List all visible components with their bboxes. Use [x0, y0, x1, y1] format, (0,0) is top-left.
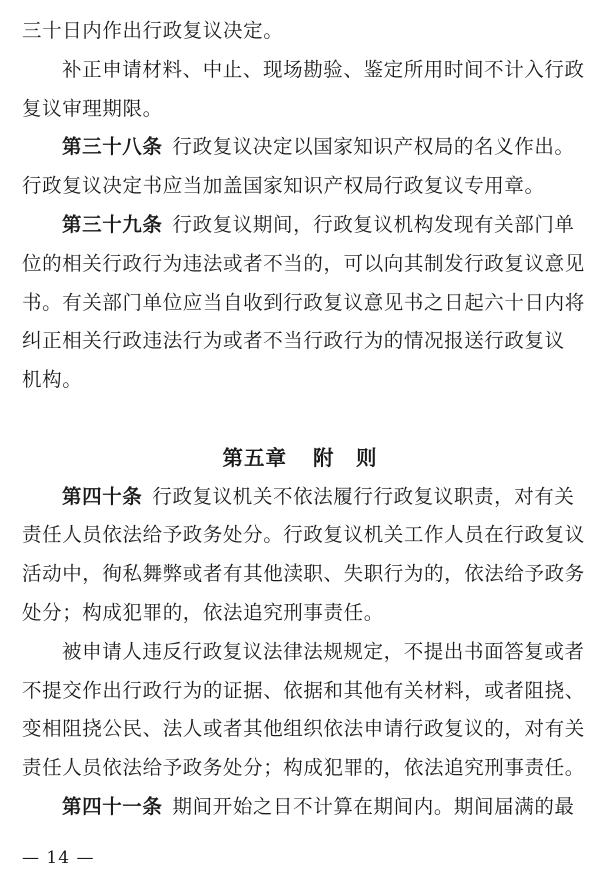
- article-38-heading: 第三十八条: [62, 135, 163, 159]
- page-number: — 14 —: [22, 848, 95, 868]
- chapter-number: 第五章: [222, 445, 287, 470]
- paragraph-line: 复议审理期限。: [22, 96, 163, 120]
- paragraph-line: 纠正相关行政违法行为或者不当行政行为的情况报送行政复议: [22, 329, 565, 353]
- paragraph-line: 变相阻挠公民、法人或者其他组织依法申请行政复议的，对有关: [22, 717, 585, 741]
- article-39-line: [22, 206, 578, 245]
- article-40-heading: 第四十条: [62, 484, 143, 508]
- paragraph-line: 责任人员依法给予政务处分。行政复议机关工作人员在行政复议: [22, 523, 585, 547]
- paragraph-line: 不提交作出行政行为的证据、依据和其他有关材料，或者阻挠、: [22, 678, 585, 702]
- article-40-line: [22, 478, 578, 517]
- document-page: [22, 12, 585, 827]
- article-41-text: 期间开始之日不计算在期间内。期间届满的最: [172, 794, 575, 818]
- article-41-line: [22, 788, 578, 827]
- paragraph-line: 机构。: [22, 368, 83, 392]
- article-41-heading: 第四十一条: [62, 794, 163, 818]
- paragraph-line: 书。有关部门单位应当自收到行政复议意见书之日起六十日内将: [22, 290, 585, 314]
- paragraph-line: 活动中，徇私舞弊或者有其他渎职、失职行为的，依法给予政务: [22, 562, 585, 586]
- article-39-heading: 第三十九条: [62, 212, 163, 236]
- paragraph-line: 行政复议决定书应当加盖国家知识产权局行政复议专用章。: [22, 174, 545, 198]
- article-38-line: [22, 128, 578, 167]
- chapter-heading: [22, 439, 578, 478]
- paragraph-line: 责任人员依法给予政务处分；构成犯罪的，依法追究刑事责任。: [22, 756, 585, 780]
- blank-line: [22, 400, 578, 439]
- article-40-text: 行政复议机关不依法履行行政复议职责，对有关: [152, 484, 575, 508]
- paragraph-line: 处分；构成犯罪的，依法追究刑事责任。: [22, 600, 384, 624]
- paragraph-line: 三十日内作出行政复议决定。: [22, 19, 284, 42]
- paragraph-line: 被申请人违反行政复议法律法规规定，不提出书面答复或者: [62, 639, 585, 663]
- article-38-text: 行政复议决定以国家知识产权局的名义作出。: [172, 135, 575, 159]
- paragraph-line: 补正申请材料、中止、现场勘验、鉴定所用时间不计入行政: [62, 57, 585, 81]
- article-39-text: 行政复议期间，行政复议机构发现有关部门单: [172, 212, 575, 236]
- chapter-name: 附 则: [313, 445, 378, 470]
- paragraph-line: 位的相关行政行为违法或者不当的，可以向其制发行政复议意见: [22, 251, 585, 275]
